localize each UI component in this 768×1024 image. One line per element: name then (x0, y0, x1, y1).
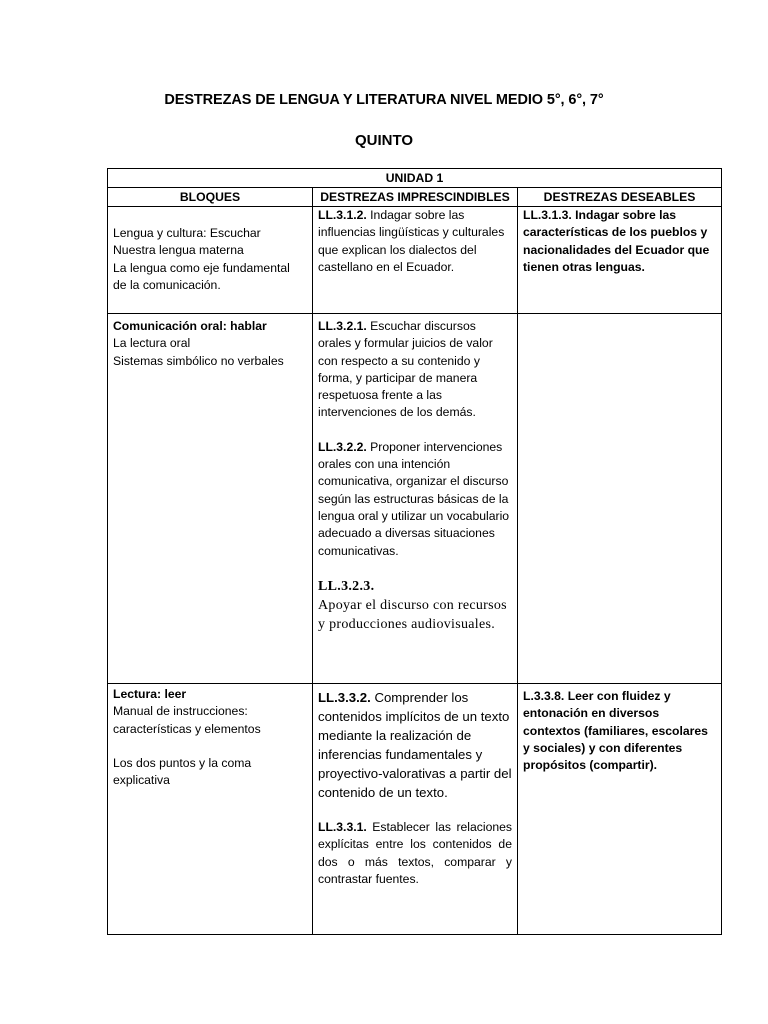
bloque-line: Lectura: leer (113, 687, 187, 701)
skills-table (107, 168, 722, 935)
bloque-line: La lectura oral (113, 336, 191, 351)
imprescindibles-cell (313, 314, 518, 684)
bloque-line: Nuestra lengua materna (113, 243, 244, 258)
column-header-bloques: BLOQUES (108, 188, 313, 207)
column-header-imprescindibles: DESTREZAS IMPRESCINDIBLES (313, 188, 518, 207)
spacer (318, 422, 512, 439)
bloque-line: Lengua y cultura: Escuchar (113, 226, 261, 240)
bloque-line: Manual de instrucciones: (113, 704, 248, 719)
skill-entry (523, 207, 716, 276)
skill-code: LL.3.3.2. (318, 690, 371, 705)
bloque-line: Sistemas simbólico no verbales (113, 353, 284, 368)
skill-code: LL.3.1.3. (523, 208, 572, 222)
bloque-line: La lengua como eje fundamental (113, 260, 290, 275)
bloque-line: características y elementos (113, 721, 261, 736)
skill-text: Proponer intervenciones orales con una intención comunicativa, organizar el discurso según las estructuras básicas de la lengua oral y utilizar un vocabulario adecuado a diversas situaciones comunicativas. (318, 439, 510, 558)
skill-entry (318, 318, 512, 422)
skill-entry (318, 577, 512, 634)
deseables-cell (518, 207, 722, 314)
skill-text: Escuchar discursos orales y formular juicios de valor con respecto a su contenido y forma, y participar de manera respetuosa frente a las intervenciones de los demás. (318, 319, 493, 420)
skill-text: Establecer las relaciones explícitas entre los contenidos de dos o más textos, comparar y contrastar fuentes. (318, 820, 512, 886)
skill-code: LL.3.3.1. (318, 820, 367, 834)
table-row (108, 314, 722, 684)
spacer (113, 738, 307, 755)
skill-code: LL.3.2.2. (318, 439, 367, 454)
skill-entry (318, 207, 512, 276)
skill-text: Apoyar el discurso con recursos y producciones audiovisuales. (318, 597, 507, 632)
deseables-cell (518, 314, 722, 684)
skill-entry (318, 439, 512, 560)
imprescindibles-cell (313, 684, 518, 935)
skill-text: Indagar sobre las características de los pueblos y nacionalidades del Ecuador que tienen otras lenguas. (523, 208, 710, 274)
bloque-line: de la comunicación. (113, 277, 221, 292)
table-row (108, 207, 722, 314)
document-title: DESTREZAS DE LENGUA Y LITERATURA NIVEL MEDIO 5°, 6°, 7° (164, 92, 604, 108)
skill-code: LL.3.1.2. (318, 208, 367, 222)
document-subtitle: QUINTO (354, 132, 414, 149)
skill-entry (318, 819, 512, 888)
spacer (318, 802, 512, 819)
column-header-row (108, 188, 722, 207)
skill-code: LL.3.2.3. (318, 578, 375, 594)
skill-code: LL.3.2.1. (318, 319, 367, 333)
spacer (318, 560, 512, 577)
skill-entry (523, 688, 716, 774)
deseables-cell (518, 684, 722, 935)
skill-text: Indagar sobre las influencias lingüísticas y culturales que explican los dialectos del castellano en el Ecuador. (318, 208, 505, 274)
bloques-cell (108, 207, 313, 314)
bloque-line: Comunicación oral: hablar (113, 319, 267, 333)
bloque-line: explicativa (113, 773, 170, 788)
imprescindibles-cell (313, 207, 518, 314)
skill-text: Comprender los contenidos implícitos de un texto mediante la realización de inferencias fundamentales y proyectivo-valorativas a partir del contenido de un texto. (318, 690, 512, 800)
bloques-cell (108, 684, 313, 935)
skill-text: Leer con fluidez y entonación en diversos contextos (familiares, escolares y sociales) y con diferentes propósitos (compartir). (523, 689, 708, 773)
bloque-line: Los dos puntos y la coma (113, 755, 252, 770)
bloques-cell (108, 314, 313, 684)
skill-code: L.3.3.8. (523, 689, 565, 703)
unit-header-row (108, 169, 722, 188)
column-header-deseables: DESTREZAS DESEABLES (518, 188, 722, 207)
table-row (108, 684, 722, 935)
unit-header: UNIDAD 1 (108, 169, 722, 188)
skill-entry (318, 688, 512, 802)
